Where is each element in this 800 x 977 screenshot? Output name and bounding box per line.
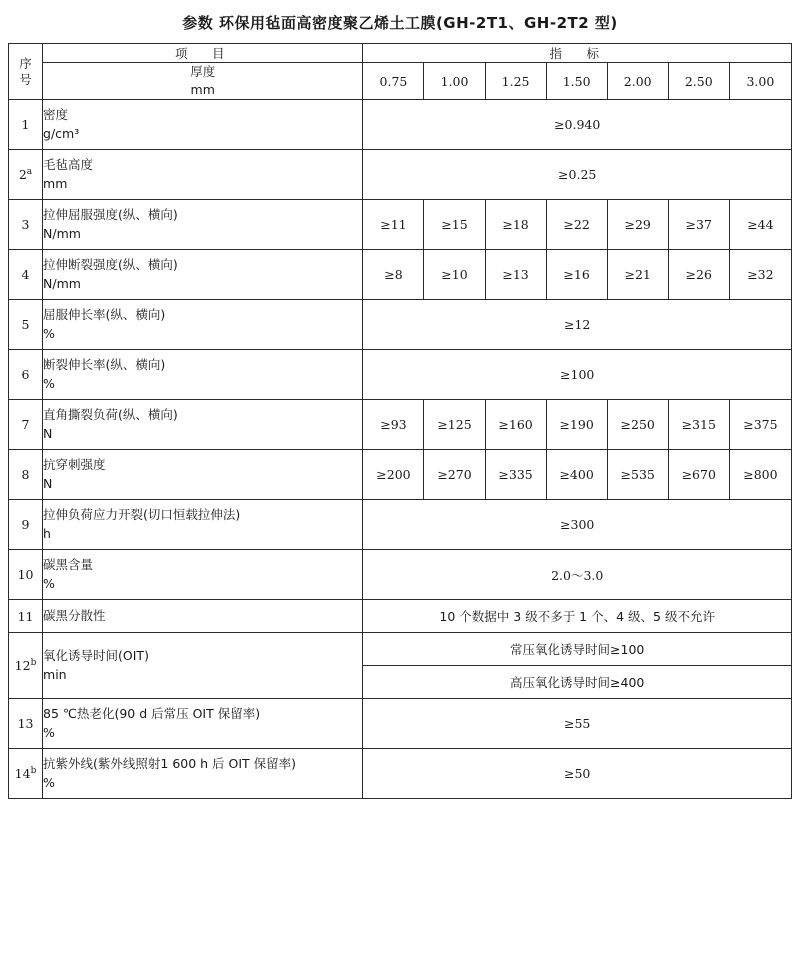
header-thickness-6: 3.00 [729, 63, 791, 100]
row-item [43, 749, 363, 799]
row-item-line2: % [43, 325, 55, 341]
row-item-line1: 拉伸负荷应力开裂(切口恒载拉伸法) [43, 507, 241, 522]
row-value: ≥93 [363, 400, 424, 450]
header-seq-line1: 序 [19, 56, 32, 71]
table-row [9, 633, 792, 666]
row-value: ≥160 [485, 400, 546, 450]
row-value: ≥535 [607, 450, 668, 500]
header-thickness-1: 1.00 [424, 63, 485, 100]
table-row [9, 749, 792, 799]
table-header-row-1 [9, 44, 792, 63]
row-item [43, 350, 363, 400]
row-value: ≥400 [546, 450, 607, 500]
row-item-line2: % [43, 375, 55, 391]
row-value: ≥10 [424, 250, 485, 300]
table-row [9, 550, 792, 600]
row-value-span-b: 高压氧化诱导时间≥400 [363, 666, 792, 699]
row-value: ≥8 [363, 250, 424, 300]
row-value: ≥13 [485, 250, 546, 300]
row-item [43, 633, 363, 699]
row-value: ≥800 [729, 450, 791, 500]
row-value: ≥250 [607, 400, 668, 450]
row-number-text: 2 [18, 167, 27, 183]
row-item-line1: 密度 [43, 107, 69, 122]
row-item-line2: % [43, 575, 55, 591]
row-value: ≥26 [668, 250, 729, 300]
row-item-line1: 屈服伸长率(纵、横向) [43, 307, 166, 322]
header-thickness-2: 1.25 [485, 63, 546, 100]
row-item-line2: % [43, 774, 55, 790]
row-number-sup: b [30, 658, 37, 669]
row-item-line1: 毛毡高度 [43, 157, 94, 172]
row-number: 8 [9, 450, 43, 500]
row-item [43, 200, 363, 250]
row-number [9, 633, 43, 699]
page-title: 参数 环保用毡面高密度聚乙烯土工膜(GH-2T1、GH-2T2 型) [182, 14, 618, 32]
row-item-line1: 拉伸屈服强度(纵、横向) [43, 207, 178, 222]
table-row [9, 300, 792, 350]
row-number: 3 [9, 200, 43, 250]
row-item-line2: N/mm [43, 225, 81, 241]
row-number [9, 749, 43, 799]
row-value: ≥29 [607, 200, 668, 250]
row-item [43, 100, 363, 150]
table-row [9, 699, 792, 749]
table-row [9, 100, 792, 150]
row-item-line1: 断裂伸长率(纵、横向) [43, 357, 166, 372]
row-value-span: ≥0.25 [363, 150, 792, 200]
row-item [43, 250, 363, 300]
row-number-text: 14 [14, 766, 31, 782]
row-item-line2: min [43, 666, 67, 682]
table-row [9, 600, 792, 633]
table-row [9, 200, 792, 250]
row-value: ≥16 [546, 250, 607, 300]
row-item-line1: 碳黑含量 [43, 557, 94, 572]
header-thickness-line1: 厚度 [190, 64, 216, 79]
row-item-line2: N [43, 475, 53, 491]
row-value: ≥37 [668, 200, 729, 250]
row-item [43, 600, 363, 633]
row-value: ≥315 [668, 400, 729, 450]
table-row [9, 250, 792, 300]
row-value: ≥44 [729, 200, 791, 250]
header-thickness-line2: mm [190, 82, 215, 98]
row-item [43, 550, 363, 600]
row-item-line2: mm [43, 175, 68, 191]
row-item-line2: N/mm [43, 275, 81, 291]
row-value: ≥32 [729, 250, 791, 300]
header-index: 指 标 [363, 44, 792, 63]
row-value: ≥190 [546, 400, 607, 450]
header-seq [9, 44, 43, 100]
table-row [9, 500, 792, 550]
row-item-line2: % [43, 724, 55, 740]
row-item [43, 300, 363, 350]
row-value: ≥670 [668, 450, 729, 500]
row-item [43, 150, 363, 200]
row-item-line1: 抗穿刺强度 [43, 457, 106, 472]
row-value-span: ≥50 [363, 749, 792, 799]
row-number: 6 [9, 350, 43, 400]
table-row [9, 400, 792, 450]
header-thickness-label [43, 63, 363, 100]
row-item [43, 699, 363, 749]
row-value-span: ≥0.940 [363, 100, 792, 150]
header-seq-line2: 号 [19, 71, 32, 87]
row-number: 1 [9, 100, 43, 150]
header-thickness-5: 2.50 [668, 63, 729, 100]
row-item [43, 500, 363, 550]
table-row [9, 450, 792, 500]
row-value: ≥125 [424, 400, 485, 450]
row-item-line1: 碳黑分散性 [43, 607, 106, 623]
row-value-span: ≥55 [363, 699, 792, 749]
row-number-sup: b [30, 766, 37, 777]
row-number: 5 [9, 300, 43, 350]
row-item-line2: g/cm³ [43, 125, 80, 141]
row-value-span: ≥12 [363, 300, 792, 350]
row-item-line1: 抗紫外线(紫外线照射1 600 h 后 OIT 保留率) [43, 756, 297, 771]
header-thickness-0: 0.75 [363, 63, 424, 100]
row-value: ≥11 [363, 200, 424, 250]
row-value-span-a: 常压氧化诱导时间≥100 [363, 633, 792, 666]
row-number [9, 150, 43, 200]
row-value: ≥335 [485, 450, 546, 500]
row-value: ≥375 [729, 400, 791, 450]
row-value-span: 2.0～3.0 [363, 550, 792, 600]
header-item: 项 目 [43, 44, 363, 63]
row-value: ≥18 [485, 200, 546, 250]
row-value-span: ≥100 [363, 350, 792, 400]
row-number-text: 12 [14, 658, 31, 674]
row-number: 9 [9, 500, 43, 550]
spec-table [8, 43, 792, 799]
row-number-sup: a [26, 167, 33, 178]
row-number: 11 [9, 600, 43, 633]
row-value-span: ≥300 [363, 500, 792, 550]
row-item-line1: 氧化诱导时间(OIT) [43, 648, 149, 663]
row-item-line1: 直角撕裂负荷(纵、横向) [43, 407, 178, 422]
row-item-line1: 拉伸断裂强度(纵、横向) [43, 257, 178, 272]
row-number: 7 [9, 400, 43, 450]
row-item [43, 450, 363, 500]
header-thickness-3: 1.50 [546, 63, 607, 100]
row-value: ≥21 [607, 250, 668, 300]
table-header-row-2 [9, 63, 792, 100]
table-row [9, 350, 792, 400]
row-item-line2: h [43, 525, 51, 541]
row-value-span: 10 个数据中 3 级不多于 1 个、4 级、5 级不允许 [363, 600, 792, 633]
row-value: ≥15 [424, 200, 485, 250]
row-value: ≥200 [363, 450, 424, 500]
table-row [9, 150, 792, 200]
row-item [43, 400, 363, 450]
row-number: 13 [9, 699, 43, 749]
row-item-line2: N [43, 425, 53, 441]
row-item-line1: 85 ℃热老化(90 d 后常压 OIT 保留率) [43, 706, 261, 721]
row-value: ≥22 [546, 200, 607, 250]
row-number: 4 [9, 250, 43, 300]
row-value: ≥270 [424, 450, 485, 500]
row-number: 10 [9, 550, 43, 600]
header-thickness-4: 2.00 [607, 63, 668, 100]
